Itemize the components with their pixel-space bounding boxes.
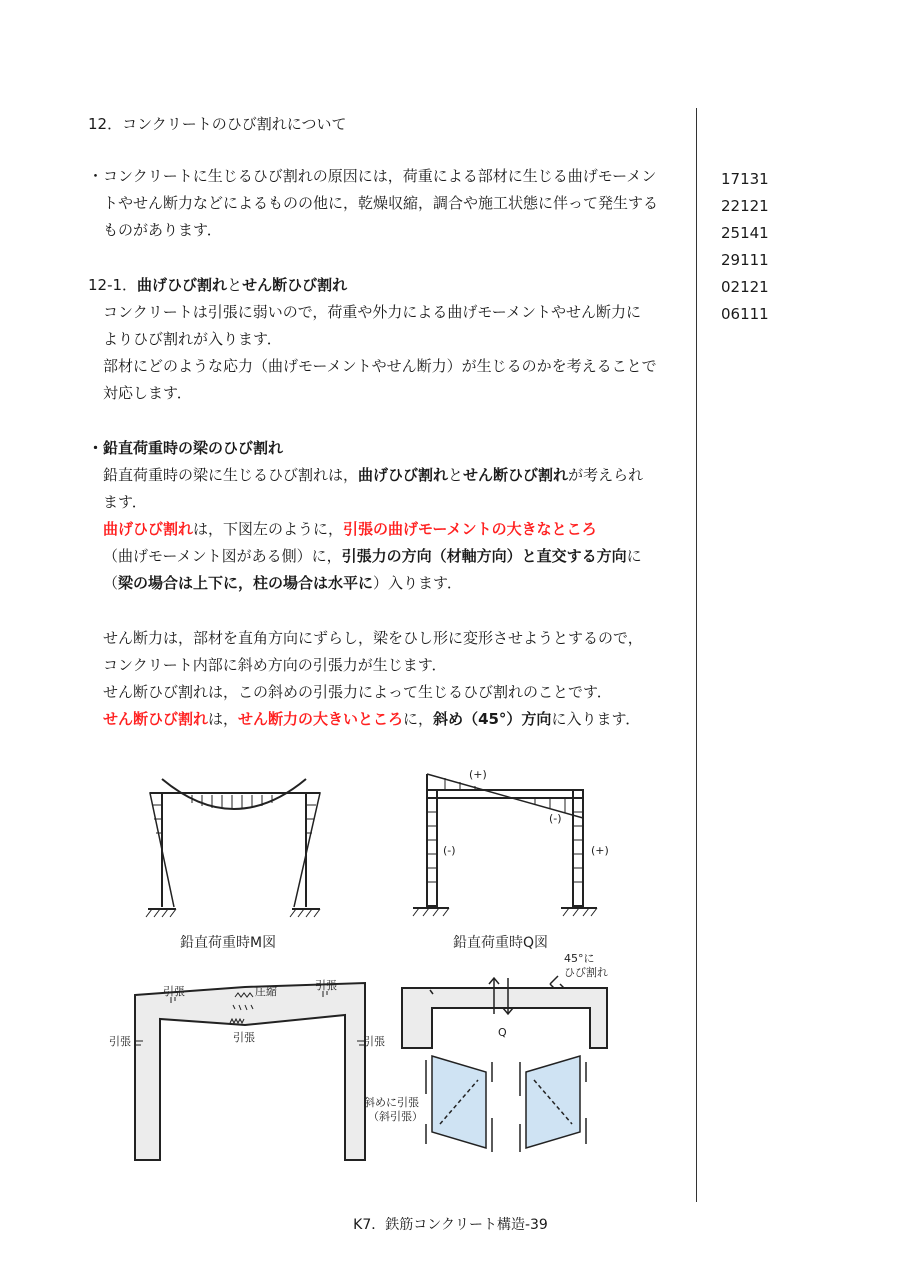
tension-right: 引張 — [363, 1035, 385, 1048]
shear-l4-a: せん断ひび割れ — [103, 710, 209, 728]
beam-l1-b: 曲げひび割れ — [358, 466, 449, 484]
moment-diagram — [140, 775, 340, 955]
q-plus-top: (+) — [469, 768, 487, 781]
para1-line-2: よりひび割れが入ります． — [103, 330, 282, 348]
subsection-prefix: 12-1． — [88, 276, 138, 294]
para1-line-1: コンクリートは引張に弱いので，荷重や外力による曲げモーメントやせん断力に — [103, 303, 642, 321]
tension-top-left: 引張 — [163, 985, 185, 998]
beam-l1-c: と — [448, 466, 464, 484]
shear-line-1: せん断力は，部材を直角方向にずらし，梁をひし形に変形させようとするので， — [103, 629, 643, 647]
shear-line-3: せん断ひび割れは，この斜めの引張力によって生じるひび割れのことです． — [103, 683, 612, 701]
beam-l3-a: 曲げひび割れ — [103, 520, 194, 538]
beam-l5-a: （ — [103, 574, 119, 592]
q-diagram-caption: 鉛直荷重時Q図 — [453, 935, 549, 951]
beam-l1-a: 鉛直荷重時の梁に生じるひび割れは， — [103, 466, 359, 484]
beam-line-4 — [103, 546, 642, 566]
beam-l1-d: せん断ひび割れ — [463, 466, 569, 484]
exam-code: 29111 — [721, 251, 769, 269]
beam-l4-c: に — [626, 547, 642, 565]
shear-line-2: コンクリート内部に斜め方向の引張力が生じます． — [103, 656, 447, 674]
q-minus-col: (-) — [443, 844, 456, 857]
beam-line-1 — [103, 465, 643, 485]
subsection-title — [88, 275, 347, 295]
shear-diagram — [405, 762, 610, 955]
shear-frame — [402, 988, 607, 1048]
beam-l3-b: は，下図左のように， — [193, 520, 344, 538]
subsection-title-b: せん断ひび割れ — [242, 276, 348, 294]
beam-l4-b: 引張力の方向（材軸方向）と直交する方向 — [341, 547, 627, 565]
tension-left: 引張 — [109, 1035, 131, 1048]
m-diagram-caption: 鉛直荷重時M図 — [180, 935, 277, 951]
page-footer: K7．鉄筋コンクリート構造-39 — [353, 1217, 548, 1233]
exam-codes — [721, 166, 769, 328]
shear-l4-c: せん断力の大きいところ — [238, 710, 404, 728]
beam-l1-e: が考えられ — [568, 466, 644, 484]
subsection-title-a: 曲げひび割れ — [137, 276, 228, 294]
beam-heading: ・鉛直荷重時の梁のひび割れ — [88, 439, 284, 457]
q-minus-beam: (-) — [549, 812, 562, 825]
intro-line-2: トやせん断力などによるものの他に，乾燥収縮，調合や施工状態に伴って発生する — [103, 194, 659, 212]
tension-top-right: 引張 — [315, 979, 337, 992]
beam-line-5 — [103, 573, 462, 593]
exam-code: 17131 — [721, 170, 769, 188]
section-title: 12．コンクリートのひび割れについて — [88, 115, 347, 133]
q-force-label: Q — [498, 1026, 507, 1039]
compression-label: 圧縮 — [255, 985, 277, 998]
bending-crack-diagram — [105, 975, 395, 1165]
q-plus-col: (+) — [591, 844, 609, 857]
para1-line-3: 部材にどのような応力（曲げモーメントやせん断力）が生じるのかを考えることで — [103, 357, 657, 375]
margin-divider — [696, 108, 697, 1202]
shear-l4-d: に， — [403, 710, 434, 728]
beam-l5-c: ）入ります． — [373, 574, 462, 592]
beam-l5-b: 梁の場合は上下に，柱の場合は水平に — [118, 574, 374, 592]
exam-code: 02121 — [721, 278, 769, 296]
shear-l4-f: に入ります． — [551, 710, 641, 728]
exam-code: 06111 — [721, 305, 769, 323]
tension-mid: 引張 — [233, 1031, 255, 1044]
shear-line-4 — [103, 709, 640, 729]
exam-code: 25141 — [721, 224, 769, 242]
crack-45-line1: 45°に — [564, 952, 595, 965]
diag-tension-line1: 斜めに引張 — [364, 1096, 419, 1109]
exam-code: 22121 — [721, 197, 769, 215]
beam-line-2: ます． — [103, 493, 147, 511]
beam-l4-a: （曲げモーメント図がある側）に， — [103, 547, 342, 565]
subsection-title-mid: と — [227, 276, 243, 294]
intro-line-3: ものがあります． — [103, 221, 222, 239]
shear-l4-b: は， — [208, 710, 239, 728]
diag-tension-line2: （斜引張） — [368, 1110, 423, 1123]
para1-line-4: 対応します． — [103, 384, 192, 402]
beam-line-3 — [103, 519, 597, 539]
cracked-frame — [135, 983, 365, 1160]
intro-line-1: ・コンクリートに生じるひび割れの原因には，荷重による部材に生じる曲げモーメン — [88, 167, 657, 185]
crack-45-line2: ひび割れ — [564, 966, 608, 979]
shear-l4-e: 斜め（45°）方向 — [433, 710, 552, 728]
shear-crack-diagram — [360, 948, 615, 1160]
beam-l3-c: 引張の曲げモーメントの大きなところ — [343, 520, 597, 538]
